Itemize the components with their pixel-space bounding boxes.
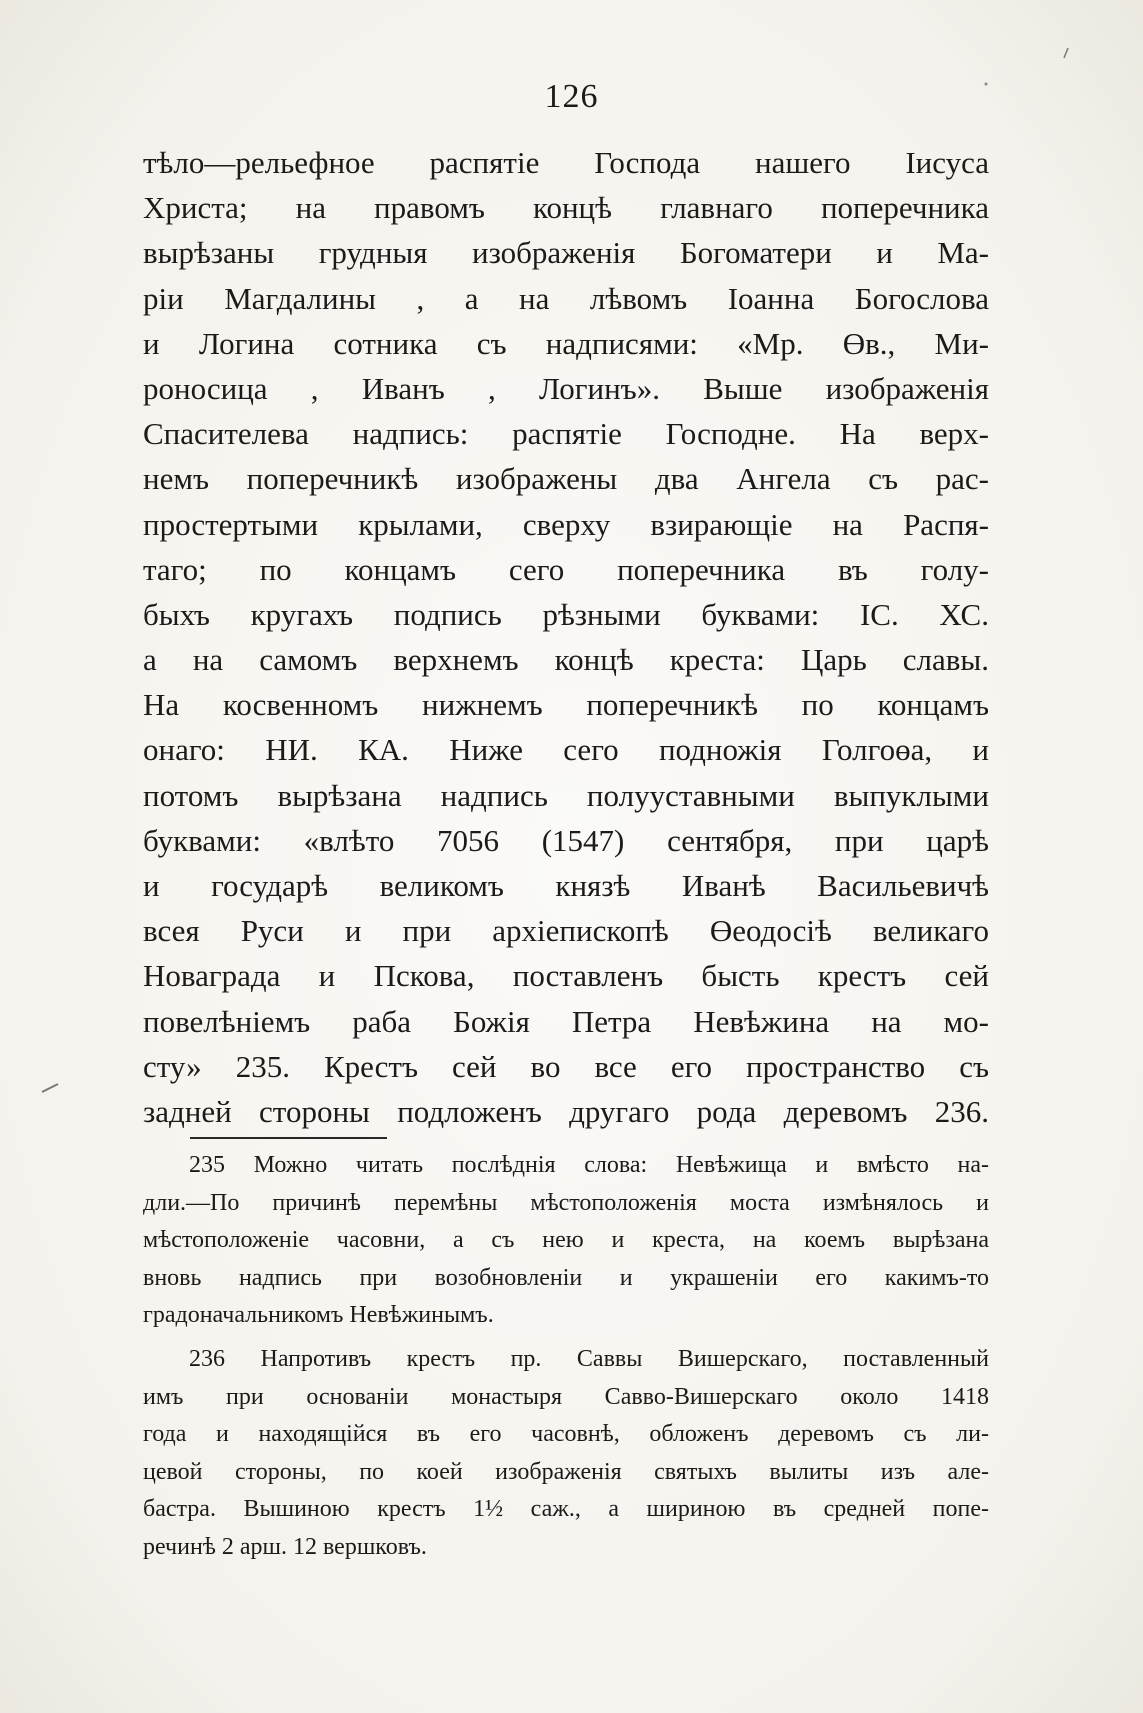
footnote-line: года и находящійся въ его часовнѣ, обложенъ деревомъ съ ли-	[143, 1421, 989, 1448]
footnote-line: бастра. Вышиною крестъ 1½ саж., а шириною въ средней попе-	[143, 1496, 989, 1523]
text-line: тѣло—рельефное распятіе Господа нашего Іисуса	[143, 145, 989, 180]
footnotes	[143, 1147, 989, 1567]
footnote-line: дли.—По причинѣ перемѣны мѣстоположенія моста измѣнялось и	[143, 1189, 989, 1216]
footnote-line: цевой стороны, по коей изображенія святыхъ вылиты изъ але-	[143, 1458, 989, 1485]
text-line: буквами: «влѣто 7056 (1547) сентября, при царѣ	[143, 822, 989, 858]
footnote-236	[143, 1341, 989, 1567]
text-line: простертыми крылами, сверху взирающіе на Распя-	[143, 506, 989, 542]
text-line: На косвенномъ нижнемъ поперечникѣ по концамъ	[143, 687, 989, 723]
footnote-line: имъ при основаніи монастыря Савво-Вишерскаго около 1418	[143, 1383, 989, 1410]
footnote-line: мѣстоположеніе часовни, а съ нею и креста, на коемъ вырѣзана	[143, 1227, 989, 1254]
text-line: и Логина сотника съ надписями: «Мр. Өв., Ми-	[143, 325, 989, 361]
text-line: и государѣ великомъ князѣ Иванѣ Васильевичѣ	[143, 868, 989, 903]
footnote-line: речинѣ 2 арш. 12 вершковъ.	[143, 1533, 427, 1560]
text-line: сту» 235. Крестъ сей во все его пространство съ	[143, 1048, 989, 1084]
text-line: быхъ кругахъ подпись рѣзными буквами: ІС. ХС.	[143, 596, 989, 632]
footnote-line: 236 Напротивъ крестъ пр. Саввы Вишерскаго, поставленный	[189, 1345, 989, 1372]
footnote-line: градоначальникомъ Невѣжинымъ.	[143, 1302, 494, 1329]
text-line: немъ поперечникѣ изображены два Ангела съ рас-	[143, 461, 989, 497]
main-text	[143, 140, 989, 1134]
footnote-line: вновь надпись при возобновленіи и украшеніи его какимъ-то	[143, 1264, 989, 1291]
text-line: задней стороны подложенъ другаго рода деревомъ 236.	[143, 1093, 989, 1129]
text-line: Новаграда и Пскова, поставленъ бысть крестъ сей	[143, 958, 989, 994]
text-line: а на самомъ верхнемъ концѣ креста: Царь славы.	[143, 642, 989, 678]
text-line: таго; по концамъ сего поперечника въ голу-	[143, 551, 989, 587]
footnote-235	[143, 1147, 989, 1335]
text-line: Христа; на правомъ концѣ главнаго поперечника	[143, 190, 989, 226]
footnote-divider	[190, 1137, 387, 1139]
text-line: повелѣніемъ раба Божія Петра Невѣжина на мо-	[143, 1003, 989, 1039]
text-line: ріи Магдалины , а на лѣвомъ Іоанна Богослова	[143, 280, 989, 316]
text-line: онаго: НИ. КА. Ниже сего подножія Голгоөа, и	[143, 732, 989, 768]
text-line: Спасителева надпись: распятіе Господне. На верх-	[143, 416, 989, 452]
text-line: вырѣзаны грудныя изображенія Богоматери и Ма-	[143, 235, 989, 271]
footnote-line: 235 Можно читать послѣднія слова: Невѣжища и вмѣсто на-	[189, 1152, 989, 1178]
page-number: 126	[544, 78, 599, 115]
text-line: потомъ вырѣзана надпись полууставными выпуклыми	[143, 777, 989, 813]
text-line: роносица , Иванъ , Логинъ». Выше изображенія	[143, 370, 989, 406]
text-line: всея Руси и при архіепископѣ Өеодосіѣ великаго	[143, 913, 989, 949]
